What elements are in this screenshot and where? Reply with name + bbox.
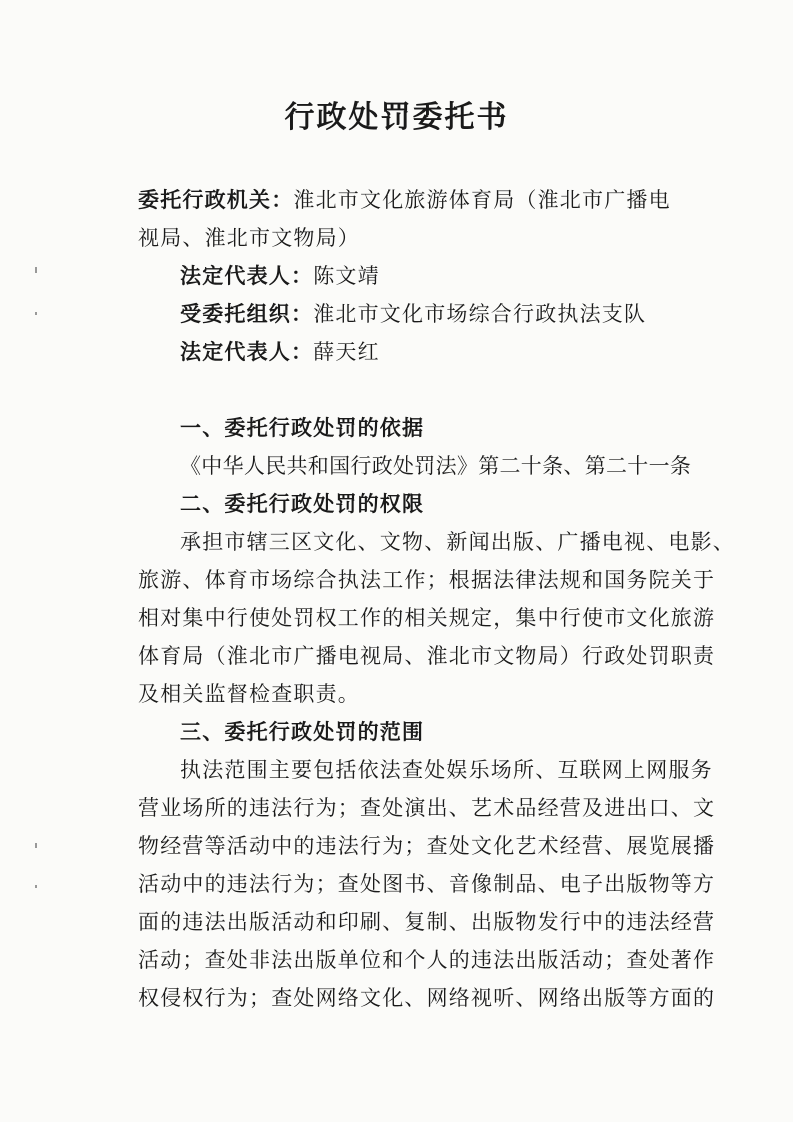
legal-rep-2-line: [180, 334, 698, 370]
section-2-line-3: 相对集中行使处罚权工作的相关规定，集中行使市文化旅游: [138, 606, 716, 630]
section-2-line-4: 体育局（淮北市广播电视局、淮北市文物局）行政处罚职责: [138, 644, 716, 668]
section-3-line-2: 营业场所的违法行为；查处演出、艺术品经营及进出口、文: [138, 796, 716, 820]
entrusted-org-label: 受委托组织：: [180, 301, 314, 326]
section-3-line-3: 物经营等活动中的违法行为；查处文化艺术经营、展览展播: [138, 834, 716, 858]
section-1-heading: 一、委托行政处罚的依据: [180, 415, 425, 440]
scan-speck: [35, 843, 37, 848]
section-3-line-5: 面的违法出版活动和印刷、复制、出版物发行中的违法经营: [138, 910, 716, 934]
scan-speck: [35, 312, 37, 315]
entrusting-organ-continuation: 视局、淮北市文物局）: [138, 226, 360, 250]
document-title: 行政处罚委托书: [284, 100, 509, 135]
legal-rep-1-value: 陈文靖: [313, 264, 380, 288]
section-2-line-1: 承担市辖三区文化、文物、新闻出版、广播电视、电影、: [180, 530, 735, 554]
section-3-heading: 三、委托行政处罚的范围: [180, 719, 425, 744]
entrusted-org-line: [180, 296, 698, 332]
section-3-line-1: 执法范围主要包括依法查处娱乐场所、互联网上网服务: [180, 758, 713, 782]
legal-rep-1-line: [180, 258, 698, 294]
section-3-line-6: 活动；查处非法出版单位和个人的违法出版活动；查处著作: [138, 948, 716, 972]
legal-rep-1-label: 法定代表人：: [180, 263, 314, 288]
section-2-line-5: 及相关监督检查职责。: [138, 682, 360, 706]
section-2-heading: 二、委托行政处罚的权限: [180, 491, 425, 516]
scan-speck: [35, 267, 37, 273]
scan-speck: [35, 885, 37, 888]
entrusted-org-value: 淮北市文化市场综合行政执法支队: [313, 302, 647, 326]
section-3-line-4: 活动中的违法行为；查处图书、音像制品、电子出版物等方: [138, 872, 716, 896]
section-2-line-2: 旅游、体育市场综合执法工作；根据法律法规和国务院关于: [138, 568, 716, 592]
entrusting-organ-label: 委托行政机关：: [138, 187, 294, 212]
entrusting-organ-value: 淮北市文化旅游体育局（淮北市广播电: [293, 188, 671, 212]
entrusting-organ-line: [138, 182, 698, 218]
section-1-text: 《中华人民共和国行政处罚法》第二十条、第二十一条: [180, 454, 692, 478]
legal-rep-2-value: 薛天红: [313, 340, 380, 364]
section-3-line-7: 权侵权行为；查处网络文化、网络视听、网络出版等方面的: [138, 986, 716, 1010]
legal-rep-2-label: 法定代表人：: [180, 339, 314, 364]
